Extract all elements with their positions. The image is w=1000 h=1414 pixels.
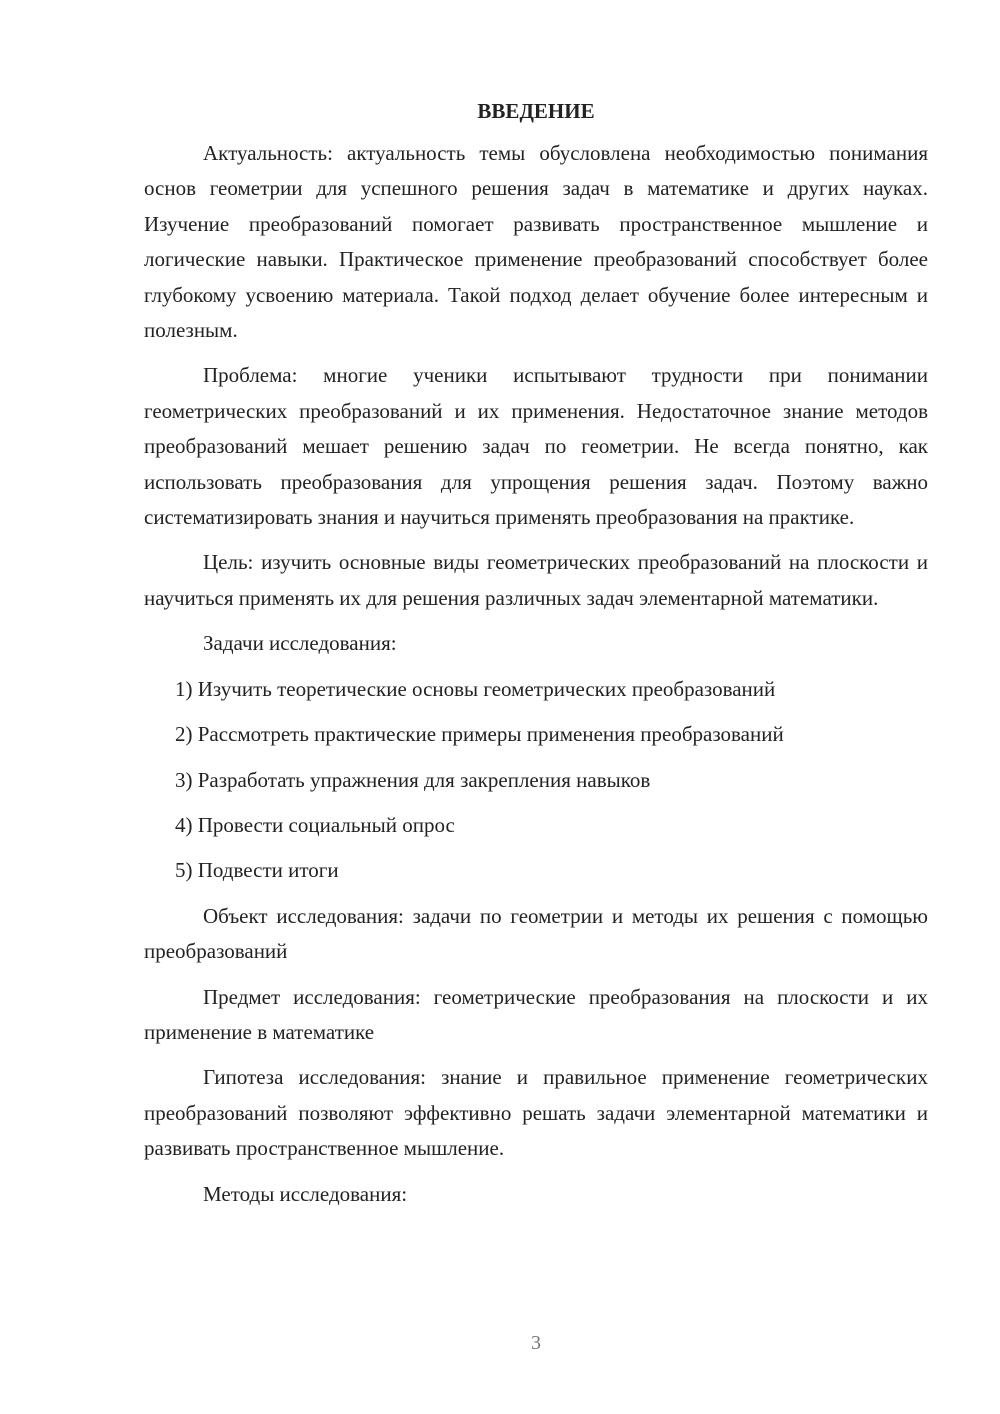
list-item: 2) Рассмотреть практические примеры применения преобразований (175, 722, 784, 747)
list-item: 3) Разработать упражнения для закрепления навыков (175, 767, 651, 792)
subject-paragraph: Предмет исследования: геометрические преобразования на плоскости и их применение в математике (144, 984, 928, 1044)
tasks-heading: Задачи исследования: (203, 631, 397, 656)
list-item: 5) Подвести итоги (175, 858, 339, 883)
problem-paragraph: Проблема: многие ученики испытывают трудности при понимании геометрических преобразований и их применения. Недостаточное знание методов преобразований мешает решению задач по геометрии. Не всегда понятно, как использовать преобразования для упрощения решения задач. Поэтому важно систематизировать знания и научиться применять преобразования на практике. (144, 363, 928, 530)
hypothesis-paragraph: Гипотеза исследования: знание и правильное применение геометрических преобразований позволяют эффективно решать задачи элементарной математики и развивать пространственное мышление. (144, 1065, 928, 1161)
object-paragraph: Объект исследования: задачи по геометрии и методы их решения с помощью преобразований (144, 903, 928, 964)
list-item: 1) Изучить теоретические основы геометрических преобразований (175, 676, 776, 701)
relevance-paragraph: Актуальность: актуальность темы обусловлена необходимостью понимания основ геометрии для успешного решения задач в математике и других науках. Изучение преобразований помогает развивать пространственное мышление и логические навыки. Практическое применение преобразований способствует более глубокому усвоению материала. Такой подход делает обучение более интересным и полезным. (144, 141, 928, 343)
document-page (144, 96, 928, 1222)
methods-heading: Методы исследования: (203, 1181, 408, 1206)
goal-paragraph: Цель: изучить основные виды геометрических преобразований на плоскости и научиться применять их для решения различных задач элементарной математики. (144, 550, 928, 610)
page-number: 3 (531, 1332, 541, 1354)
tasks-list (144, 672, 928, 889)
section-title: ВВЕДЕНИЕ (477, 99, 595, 123)
list-item: 4) Провести социальный опрос (175, 812, 455, 837)
